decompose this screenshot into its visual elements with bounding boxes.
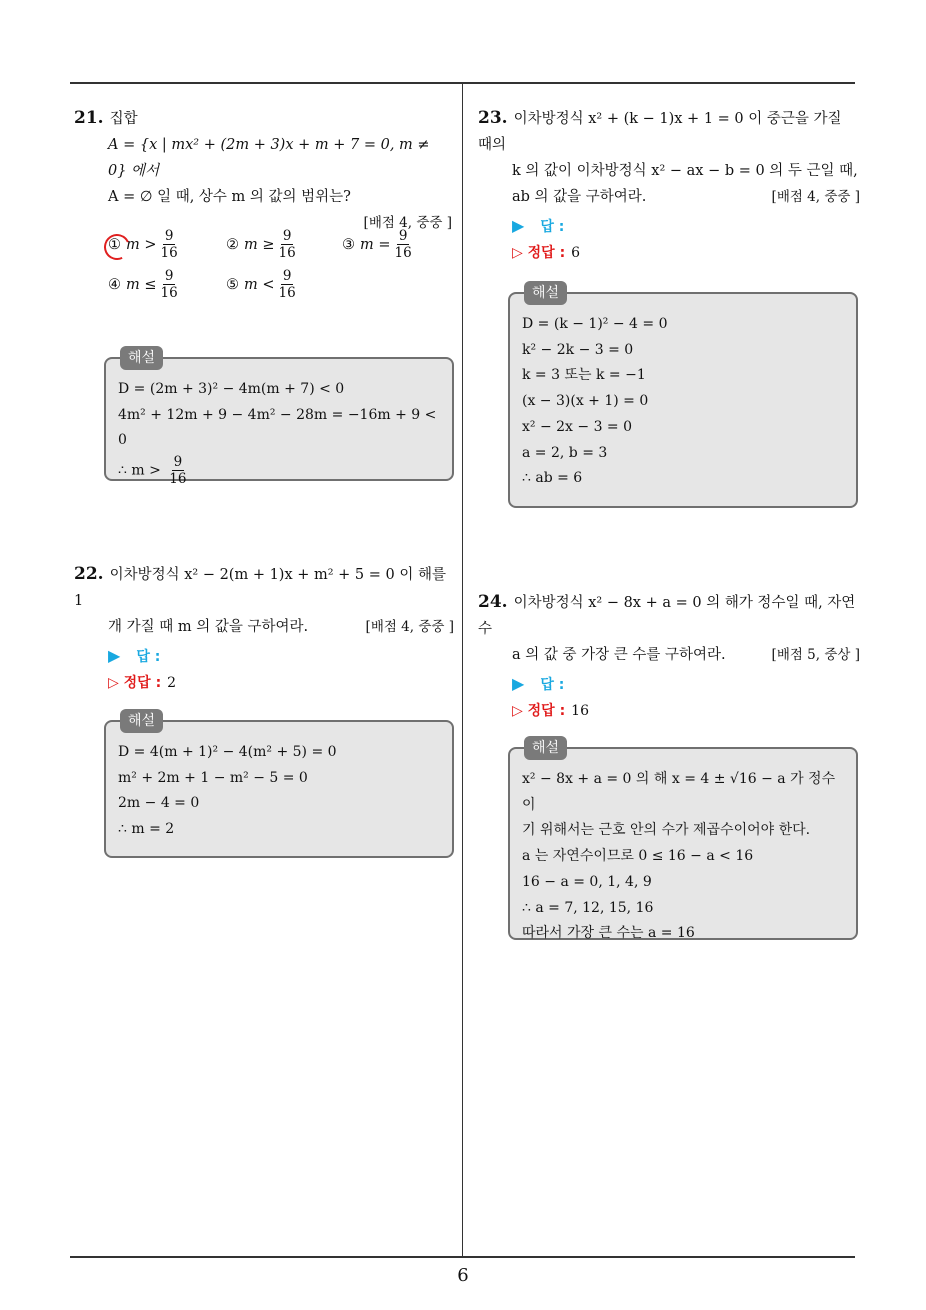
solution-line: a = 2, b = 3: [522, 444, 608, 461]
correct-value: 2: [167, 675, 177, 691]
page-number: 6: [457, 1265, 469, 1286]
answer-line: [512, 213, 860, 240]
solution-line: 따라서 가장 큰 수는 a = 16: [522, 925, 695, 942]
problem-text: 이차방정식 x² − 2(m + 1)x + m² + 5 = 0 이 해를 1: [74, 567, 446, 609]
problem-text: A = ∅ 일 때, 상수 m 의 값의 범위는?: [108, 189, 351, 205]
problem-text: k 의 값이 이차방정식 x² − ax − b = 0 의 두 근일 때,: [512, 163, 858, 179]
solution-line: ∴ ab = 6: [522, 470, 583, 487]
fraction: [393, 228, 414, 261]
solution-line: a 는 자연수이므로 0 ≤ 16 − a < 16: [522, 848, 754, 865]
frac-num: 9: [173, 454, 183, 471]
solution-box: [104, 350, 454, 488]
play-triangle-icon: ▶: [512, 216, 525, 235]
choice-4[interactable]: [108, 268, 182, 301]
choice-marker: ⑤: [226, 276, 239, 293]
frac-num: 9: [398, 228, 408, 244]
answer-label: 답 :: [540, 219, 565, 235]
problem-text: 개 가질 때 m 의 값을 구하여라.: [108, 619, 309, 635]
frac-num: 9: [164, 228, 174, 244]
problem-number: 24.: [478, 592, 508, 612]
correct-answer-prompt: [108, 675, 161, 691]
solution-line: (x − 3)(x + 1) = 0: [522, 393, 649, 410]
play-triangle-icon: ▶: [108, 646, 121, 665]
choice-1[interactable]: [108, 228, 182, 261]
answer-prompt: [512, 674, 565, 693]
solution-text: ∴ m >: [118, 462, 161, 479]
solution-line: 2m − 4 = 0: [118, 795, 200, 812]
solution-line: 4m² + 12m + 9 − 4m² − 28m = −16m + 9 < 0: [118, 406, 437, 449]
frac-den: 16: [160, 245, 178, 261]
outline-triangle-icon: ▷: [512, 245, 528, 261]
problem-23: [478, 105, 860, 266]
answer-prompt: [108, 646, 161, 665]
solution-tag: 해설: [120, 346, 163, 370]
problem-text: 집합: [109, 111, 138, 127]
solution-line: x² − 2x − 3 = 0: [522, 418, 633, 435]
problem-text: 이차방정식 x² + (k − 1)x + 1 = 0 이 중근을 가질 때의: [478, 111, 842, 153]
choice-3[interactable]: [342, 228, 416, 261]
frac-den: 16: [160, 285, 178, 301]
choice-relation: m <: [244, 276, 275, 293]
correct-answer-line: [108, 670, 454, 696]
choice-marker: ①: [108, 237, 126, 253]
solution-line: k = 3 또는 k = −1: [522, 367, 646, 384]
choice-relation: m ≤: [126, 276, 157, 293]
frac-num: 9: [282, 228, 292, 244]
problem-text-row: [108, 614, 454, 640]
choice-5[interactable]: [226, 268, 300, 301]
solution-line: m² + 2m + 1 − m² − 5 = 0: [118, 769, 308, 786]
solution-tag: 해설: [120, 709, 163, 733]
solution-line: [118, 454, 440, 487]
choice-list: [108, 228, 458, 308]
choice-relation: m ≥: [244, 236, 275, 253]
fraction: [277, 268, 298, 301]
problem-number: 21.: [74, 108, 104, 128]
score-meta: [배점 4, 중중 ]: [771, 189, 860, 205]
solution-box: [508, 285, 858, 508]
answer-line: [108, 643, 454, 670]
solution-line: D = (2m + 3)² − 4m(m + 7) < 0: [118, 381, 345, 397]
frac-den: 16: [169, 471, 187, 488]
column-divider: [462, 84, 463, 1258]
solution-tag: 해설: [524, 736, 567, 760]
solution-line: 16 − a = 0, 1, 4, 9: [522, 873, 652, 890]
choice-relation: m >: [126, 236, 157, 253]
frac-den: 16: [278, 285, 296, 301]
correct-value: 6: [571, 245, 581, 261]
problem-text: ab 의 값을 구하여라.: [512, 189, 647, 205]
solution-line: ∴ m = 2: [118, 821, 175, 838]
frac-den: 16: [394, 245, 412, 261]
solution-line: x² − 8x + a = 0 의 해 x = 4 ± √16 − a 가 정수이: [522, 771, 836, 813]
solution-tag: 해설: [524, 281, 567, 305]
solution-box: [508, 740, 858, 942]
correct-label: 정답 :: [527, 245, 566, 261]
outline-triangle-icon: ▷: [108, 675, 124, 691]
answer-label: 답 :: [136, 649, 161, 665]
choice-marker: ③: [342, 236, 355, 253]
solution-line: k² − 2k − 3 = 0: [522, 341, 634, 358]
solution-line: 기 위해서는 근호 안의 수가 제곱수이어야 한다.: [522, 822, 811, 839]
correct-answer-line: [512, 698, 860, 724]
score-meta: [배점 5, 중상 ]: [771, 647, 860, 663]
frac-num: 9: [282, 268, 292, 284]
solution-box: [104, 713, 454, 858]
choice-2[interactable]: [226, 228, 300, 261]
choice-marker: ②: [226, 236, 239, 253]
bottom-rule: [70, 1256, 855, 1258]
fraction: [159, 268, 180, 301]
answer-line: [512, 671, 860, 698]
correct-value: 16: [571, 703, 589, 719]
solution-line: D = (k − 1)² − 4 = 0: [522, 316, 668, 332]
outline-triangle-icon: ▷: [512, 703, 528, 719]
choice-relation: m =: [360, 236, 391, 253]
fraction: [167, 454, 188, 487]
problem-24: [478, 589, 860, 724]
answer-label: 답 :: [540, 677, 565, 693]
correct-label: 정답 :: [123, 675, 162, 691]
frac-num: 9: [164, 268, 174, 284]
problem-number: 22.: [74, 564, 104, 584]
score-meta: [배점 4, 중중 ]: [363, 215, 452, 231]
problem-text: A = {x | mx² + (2m + 3)x + m + 7 = 0, m ≠ 0} 에서: [108, 137, 430, 179]
problem-text: 이차방정식 x² − 8x + a = 0 의 해가 정수일 때, 자연수: [478, 595, 856, 637]
problem-21: [74, 105, 452, 236]
fraction: [159, 228, 180, 261]
solution-line: D = 4(m + 1)² − 4(m² + 5) = 0: [118, 744, 337, 760]
solution-line: ∴ a = 7, 12, 15, 16: [522, 899, 654, 916]
problem-text-row: [512, 642, 860, 668]
problem-22: [74, 561, 454, 696]
problem-number: 23.: [478, 108, 508, 128]
correct-answer-prompt: [512, 245, 565, 261]
choice-marker: ④: [108, 276, 121, 293]
correct-answer-line: [512, 240, 860, 266]
correct-label: 정답 :: [527, 703, 566, 719]
problem-text: a 의 값 중 가장 큰 수를 구하여라.: [512, 647, 726, 663]
score-meta: [배점 4, 중중 ]: [365, 619, 454, 635]
correct-answer-prompt: [512, 703, 565, 719]
answer-prompt: [512, 216, 565, 235]
frac-den: 16: [278, 245, 296, 261]
play-triangle-icon: ▶: [512, 674, 525, 693]
fraction: [277, 228, 298, 261]
problem-text-row: [512, 184, 860, 210]
